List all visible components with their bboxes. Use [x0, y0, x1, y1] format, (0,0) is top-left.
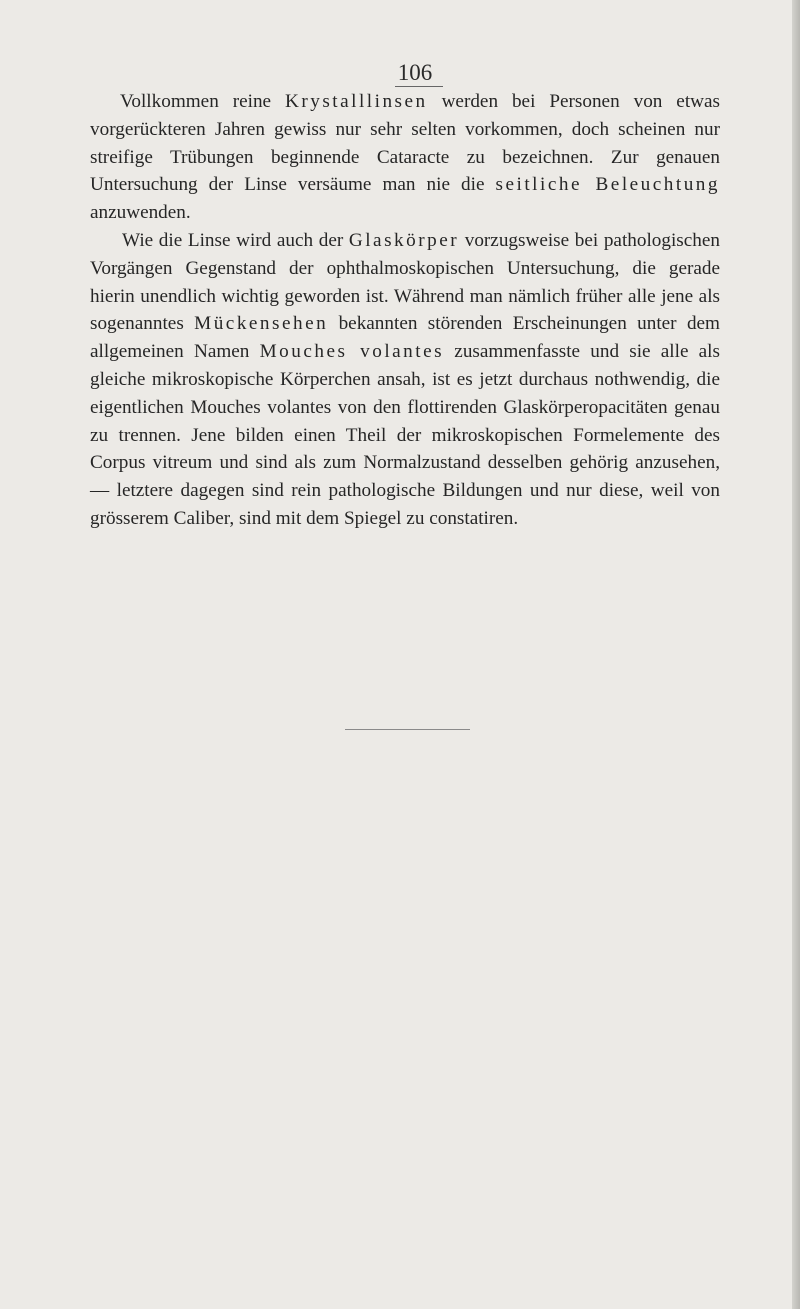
text-run: Vollkommen reine: [120, 91, 285, 112]
text-run: Wie die Linse wird auch der: [122, 229, 349, 251]
section-divider: [345, 729, 470, 730]
text-run: werden bei Personen von etwas vorgerückteren Jahren gewiss nur sehr selten vorkommen, doch scheinen nur streifige Trübungen beginnende Cataracte zu bezeichnen. Zur genauen Untersuchung der Linse versäume man nie die: [90, 91, 720, 196]
text-run: vorzugsweise bei pathologischen Vorgängen Gegenstand der ophthalmoskopischen Untersuchung, die gerade hierin unendlich wichtig geworden ist. Während man nämlich früher alle jene als sogenanntes: [90, 229, 720, 335]
body-text: [90, 88, 720, 533]
paragraph-vitreous-body: [90, 227, 720, 533]
text-run: zusammenfasste und sie alle als gleiche mikroskopische Körperchen ansah, ist es jetzt durchaus nothwendig, die eigentlichen Mouches volantes von den flottirenden Glaskörperopacitäten genau zu trennen. Jene bilden einen Theil der mikroskopischen Formelemente des Corpus vitreum und sind als zum Normalzustand desselben gehörig anzusehen, — letztere dagegen sind rein pathologische Bildungen und nur diese, weil von grösserem Caliber, sind mit dem Spiegel zu constatiren.: [90, 341, 720, 529]
spaced-term: seitliche Beleuchtung: [495, 174, 720, 196]
text-run: anzuwenden.: [90, 202, 191, 224]
spaced-term: Mückensehen: [194, 313, 329, 335]
spaced-term: Glaskörper: [348, 229, 460, 251]
page-edge-shadow: [792, 0, 800, 1309]
text-run: bekannten störenden Erscheinungen unter dem allgemeinen Namen: [90, 313, 720, 363]
paragraph-crystalline-lens: [90, 88, 720, 227]
spaced-term: Krystalllinsen: [284, 91, 428, 112]
page-number: 106: [397, 60, 433, 85]
page-number-underline: [395, 86, 443, 87]
spaced-term: Mouches volantes: [259, 341, 445, 363]
